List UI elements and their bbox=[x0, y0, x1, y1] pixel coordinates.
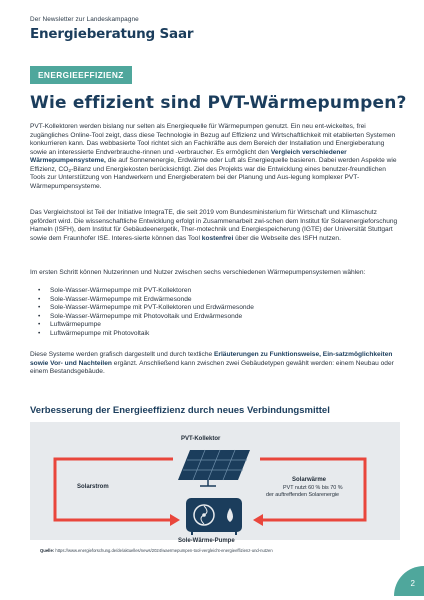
paragraph-intro: PVT-Kollektoren werden bislang nur selten als Energiequelle für Wärmepumpen genutzt. Ein neu ent-wickeltes, frei zugängliches Online-Tool zeigt, dass diese Technologie in Bezug auf Effizienz und Wirtschaftlichkeit mit etablierten Systemen konkurrieren kann. Das webbasierte Tool richtet sich an Fachkräfte aus dem Bereich der Installation und Energieberatung sowie an interessierte Endverbrauche-rinnen und -verbraucher. Es ermöglicht den Vergleich verschiedener Wärmepumpensysteme, die auf Sonnenenergie, Erdwärme oder Luft als Energiequelle basieren. Dabei werden Aspekte wie Effizienz, $CO_2$-Bilanz und Energiekosten berücksichtigt. Ziel des Projekts war die Entwicklung eines benutzer-freundlichen Tools zur Unterstützung von Handwerkern und Energieberatern bei der Planung und Aus-legung komplexer PVT-Wärmepumpensysteme. bbox=[30, 123, 397, 190]
section-heading: Verbesserung der Energieeffizienz durch neues Verbindungsmittel bbox=[30, 405, 330, 416]
newsletter-subtitle: Der Newsletter zur Landeskampagne bbox=[30, 16, 139, 23]
solarstrom-arrow bbox=[55, 459, 173, 520]
list-item: • Luftwärmepumpe mit Photovoltaik bbox=[38, 329, 150, 337]
bold-phrase: Vergleich verschiedener Wärmepumpensysteme, bbox=[30, 148, 347, 165]
solarwaerme-label: Solarwärme bbox=[292, 477, 327, 483]
arrow-head-right bbox=[253, 514, 263, 526]
source-line: Quelle: https://www.energieforschung.de/de/aktuelles/news/2024/waermepumpen-tool-vergleicht-energieeffizienz-und-nutzen bbox=[40, 548, 273, 553]
solarwaerme-detail: der auftreffenden Solarenergie bbox=[266, 492, 340, 498]
page-number-badge bbox=[394, 566, 424, 596]
topic-tag: ENERGIEEFFIZIENZ bbox=[30, 66, 132, 84]
solarstrom-label: Solarstrom bbox=[77, 484, 109, 490]
collector-label: PVT-Kollektor bbox=[181, 436, 221, 442]
pump-label: Sole-Wärme-Pumpe bbox=[178, 538, 235, 544]
source-url: https://www.energieforschung.de/de/aktuelles/news/2024/waermepumpen-tool-vergleicht-energieeffizienz-und-nutzen bbox=[55, 548, 273, 553]
paragraph-selection: Im ersten Schritt können Nutzerinnen und Nutzer zwischen sechs verschiedenen Wärmepumpensystemen wählen: bbox=[30, 269, 366, 276]
arrow-head-left bbox=[170, 514, 180, 526]
pvt-diagram bbox=[30, 422, 400, 544]
article-heading: Wie effizient sind PVT-Wärmepumpen? bbox=[30, 93, 407, 113]
list-item: • Sole-Wasser-Wärmepumpe mit Photovoltaik und Erdwärmesonde bbox=[38, 312, 243, 320]
heat-pump-icon bbox=[186, 498, 242, 535]
newsletter-header bbox=[30, 16, 193, 42]
list-item: • Sole-Wasser-Wärmepumpe mit Erdwärmesonde bbox=[38, 295, 192, 303]
page-number: 2 bbox=[410, 579, 415, 588]
paragraph-initiative: Das Vergleichstool ist Teil der Initiative IntegraTE, die seit 2019 vom Bundesministerium für Wirtschaft und Klimaschutz gefördert wird. Die wissenschaftliche Entwicklung erfolgt in Zusammenarbeit zwi-schen dem Institut für Solarenergieforschung Hameln (ISFH), dem Institut für Gebäudeenergetik, Ther-motechnik und Energiespeicherung (IGTE) der Universität Stuttgart sowie dem Fraunhofer ISE. Interes-sierte können das Tool kostenfrei über die Webseite des ISFH nutzen. bbox=[30, 209, 398, 242]
bold-phrase: Erläuterungen zu Funktionsweise, Ein-satzmöglichkeiten sowie Vor- und Nachteilen bbox=[30, 351, 393, 367]
bold-phrase: kostenfrei bbox=[201, 234, 234, 242]
system-list bbox=[38, 287, 254, 338]
list-item: • Sole-Wasser-Wärmepumpe mit PVT-Kollektoren und Erdwärmesonde bbox=[38, 304, 254, 312]
list-item: • Luftwärmepumpe bbox=[38, 321, 101, 329]
solarwaerme-detail: PVT nutzt 60 % bis 70 % bbox=[283, 485, 343, 491]
pvt-collector-icon bbox=[178, 450, 250, 486]
newsletter-title: Energieberatung Saar bbox=[30, 26, 194, 42]
list-item: • Sole-Wasser-Wärmepumpe mit PVT-Kollektoren bbox=[38, 287, 192, 294]
paragraph-building-types: Diese Systeme werden grafisch dargestellt und durch textliche Erläuterungen zu Funktionsweise, Ein-satzmöglichkeiten sowie Vor- und Nachteilen ergänzt. Anschließend kann zwischen zwei Gebäudetypen gewählt werden: einem Neubau oder einem Bestandsgebäude. bbox=[30, 351, 394, 376]
